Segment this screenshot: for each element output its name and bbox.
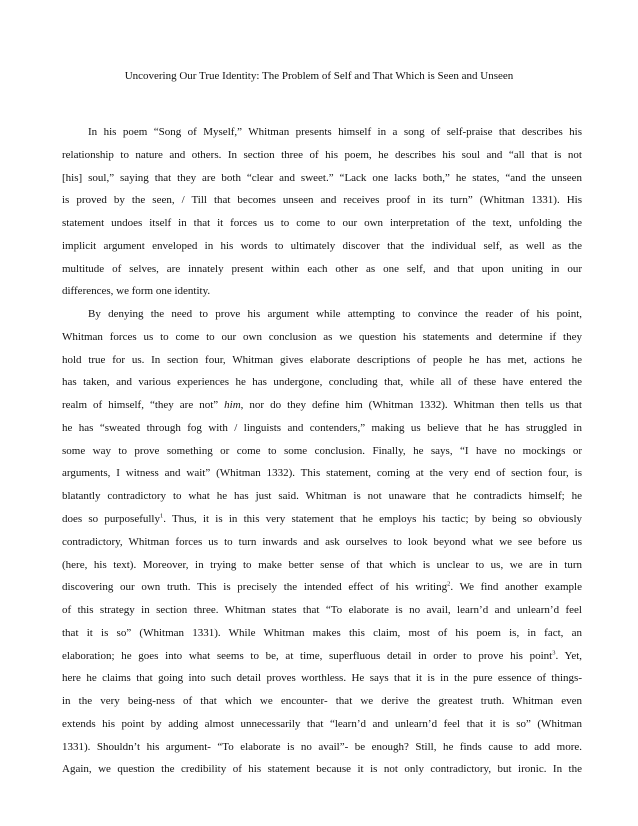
paragraph-line: differences, we form one identity.	[62, 285, 211, 298]
footnote-marker: 1	[159, 512, 164, 520]
italic-word: him	[224, 399, 241, 412]
paragraph-line: does so purposefully$^1$. Thus, it is in this very statement that he employs his tactic; by being so obviously	[62, 512, 583, 526]
paragraph-line: (here, his text). Moreover, in trying to make better sense of that which is unclear to us, we are in turn	[62, 558, 582, 571]
paragraph-line: relationship to nature and others. In section three of his poem, he describes his soul and “all that is not	[62, 148, 582, 161]
paragraph-line: discovering our own truth. This is precisely the intended effect of his writing$^2$. We find another example	[62, 580, 582, 594]
paragraph-line: in the very being-ness of that which we encounter- that we derive the greatest truth. Whitman even	[62, 695, 582, 708]
paragraph-line: he has “sweated through fog with / linguists and contenders,” making us believe that he has struggled in	[62, 421, 582, 434]
paragraph-line: By denying the need to prove his argument while attempting to convince the reader of his point,	[88, 308, 582, 321]
paragraph-line: is proved by the seen, / Till that becomes unseen and receives proof in its turn” (Whitman 1331). His	[62, 194, 582, 207]
paragraph-line: blatantly contradictory to what he has just said. Whitman is not unaware that he contradicts himself; he	[62, 490, 582, 503]
paragraph-line: implicit argument enveloped in his words to ultimately discover that the individual self, as well as the	[62, 239, 582, 252]
essay-title: Uncovering Our True Identity: The Problem of Self and That Which is Seen and Unseen	[124, 70, 514, 82]
paragraph-line: here he claims that going into such detail proves worthless. He says that it is in the pure essence of things-	[62, 672, 582, 685]
paragraph-line: extends his point by adding almost unnecessarily that “learn’d and unlearn’d feel that it is so” (Whitman	[62, 717, 582, 730]
paragraph-line: some way to prove something or come to some conclusion. Finally, he says, “I have no mockings or	[62, 444, 582, 457]
paragraph-line: realm of himself, “they are not” him, nor do they define him (Whitman 1332). Whitman then tells us that	[62, 399, 582, 412]
paragraph-line: Again, we question the credibility of his statement because it is not only contradictory, but ironic. In the	[62, 763, 582, 776]
paragraph-line: In his poem “Song of Myself,” Whitman presents himself in a song of self-praise that describes his	[88, 126, 582, 138]
paragraph-line: multitude of selves, are innately present within each other as one self, and that upon uniting in our	[62, 262, 582, 275]
essay-body	[62, 121, 582, 781]
footnote-marker: 2	[447, 580, 451, 588]
paragraph-line: 1331). Shouldn’t his argument- “To elaborate is no avail”- be enough? Still, he finds cause to add more.	[62, 740, 582, 753]
paragraph-line: of this strategy in section three. Whitman states that “To elaborate is no avail, learn’d and unlearn’d feel	[62, 604, 582, 617]
paragraph-line: elaboration; he goes into what seems to be, at time, superfluous detail in order to prove his point$^3$. Yet,	[62, 648, 583, 662]
paragraph-line: hold true for us. In section four, Whitman gives elaborate descriptions of people he has met, actions he	[62, 353, 582, 366]
paragraph-line: that it is so” (Whitman 1331). While Whitman makes this claim, most of his poem is, in fact, an	[62, 626, 582, 639]
paragraph-line: [his] soul,” saying that they are both “clear and sweet.” “Lack one lacks both,” he states, “and the unseen	[62, 171, 582, 184]
paragraph-line: has taken, and various experiences he has undergone, concluding that, while all of these have entered the	[62, 376, 582, 389]
paragraph-line: Whitman forces us to come to our own conclusion as we question his statements and determine if they	[62, 330, 582, 343]
paragraph-line: statement undoes itself in that it forces us to come to our own interpretation of the text, unfolding the	[62, 217, 582, 230]
footnote-marker: 3	[552, 648, 556, 656]
paragraph-line: arguments, I witness and wait” (Whitman 1332). This statement, coming at the very end of section four, is	[62, 467, 582, 480]
paragraph-line: contradictory, Whitman forces us to turn inwards and ask ourselves to look beyond what we see before us	[62, 535, 582, 548]
